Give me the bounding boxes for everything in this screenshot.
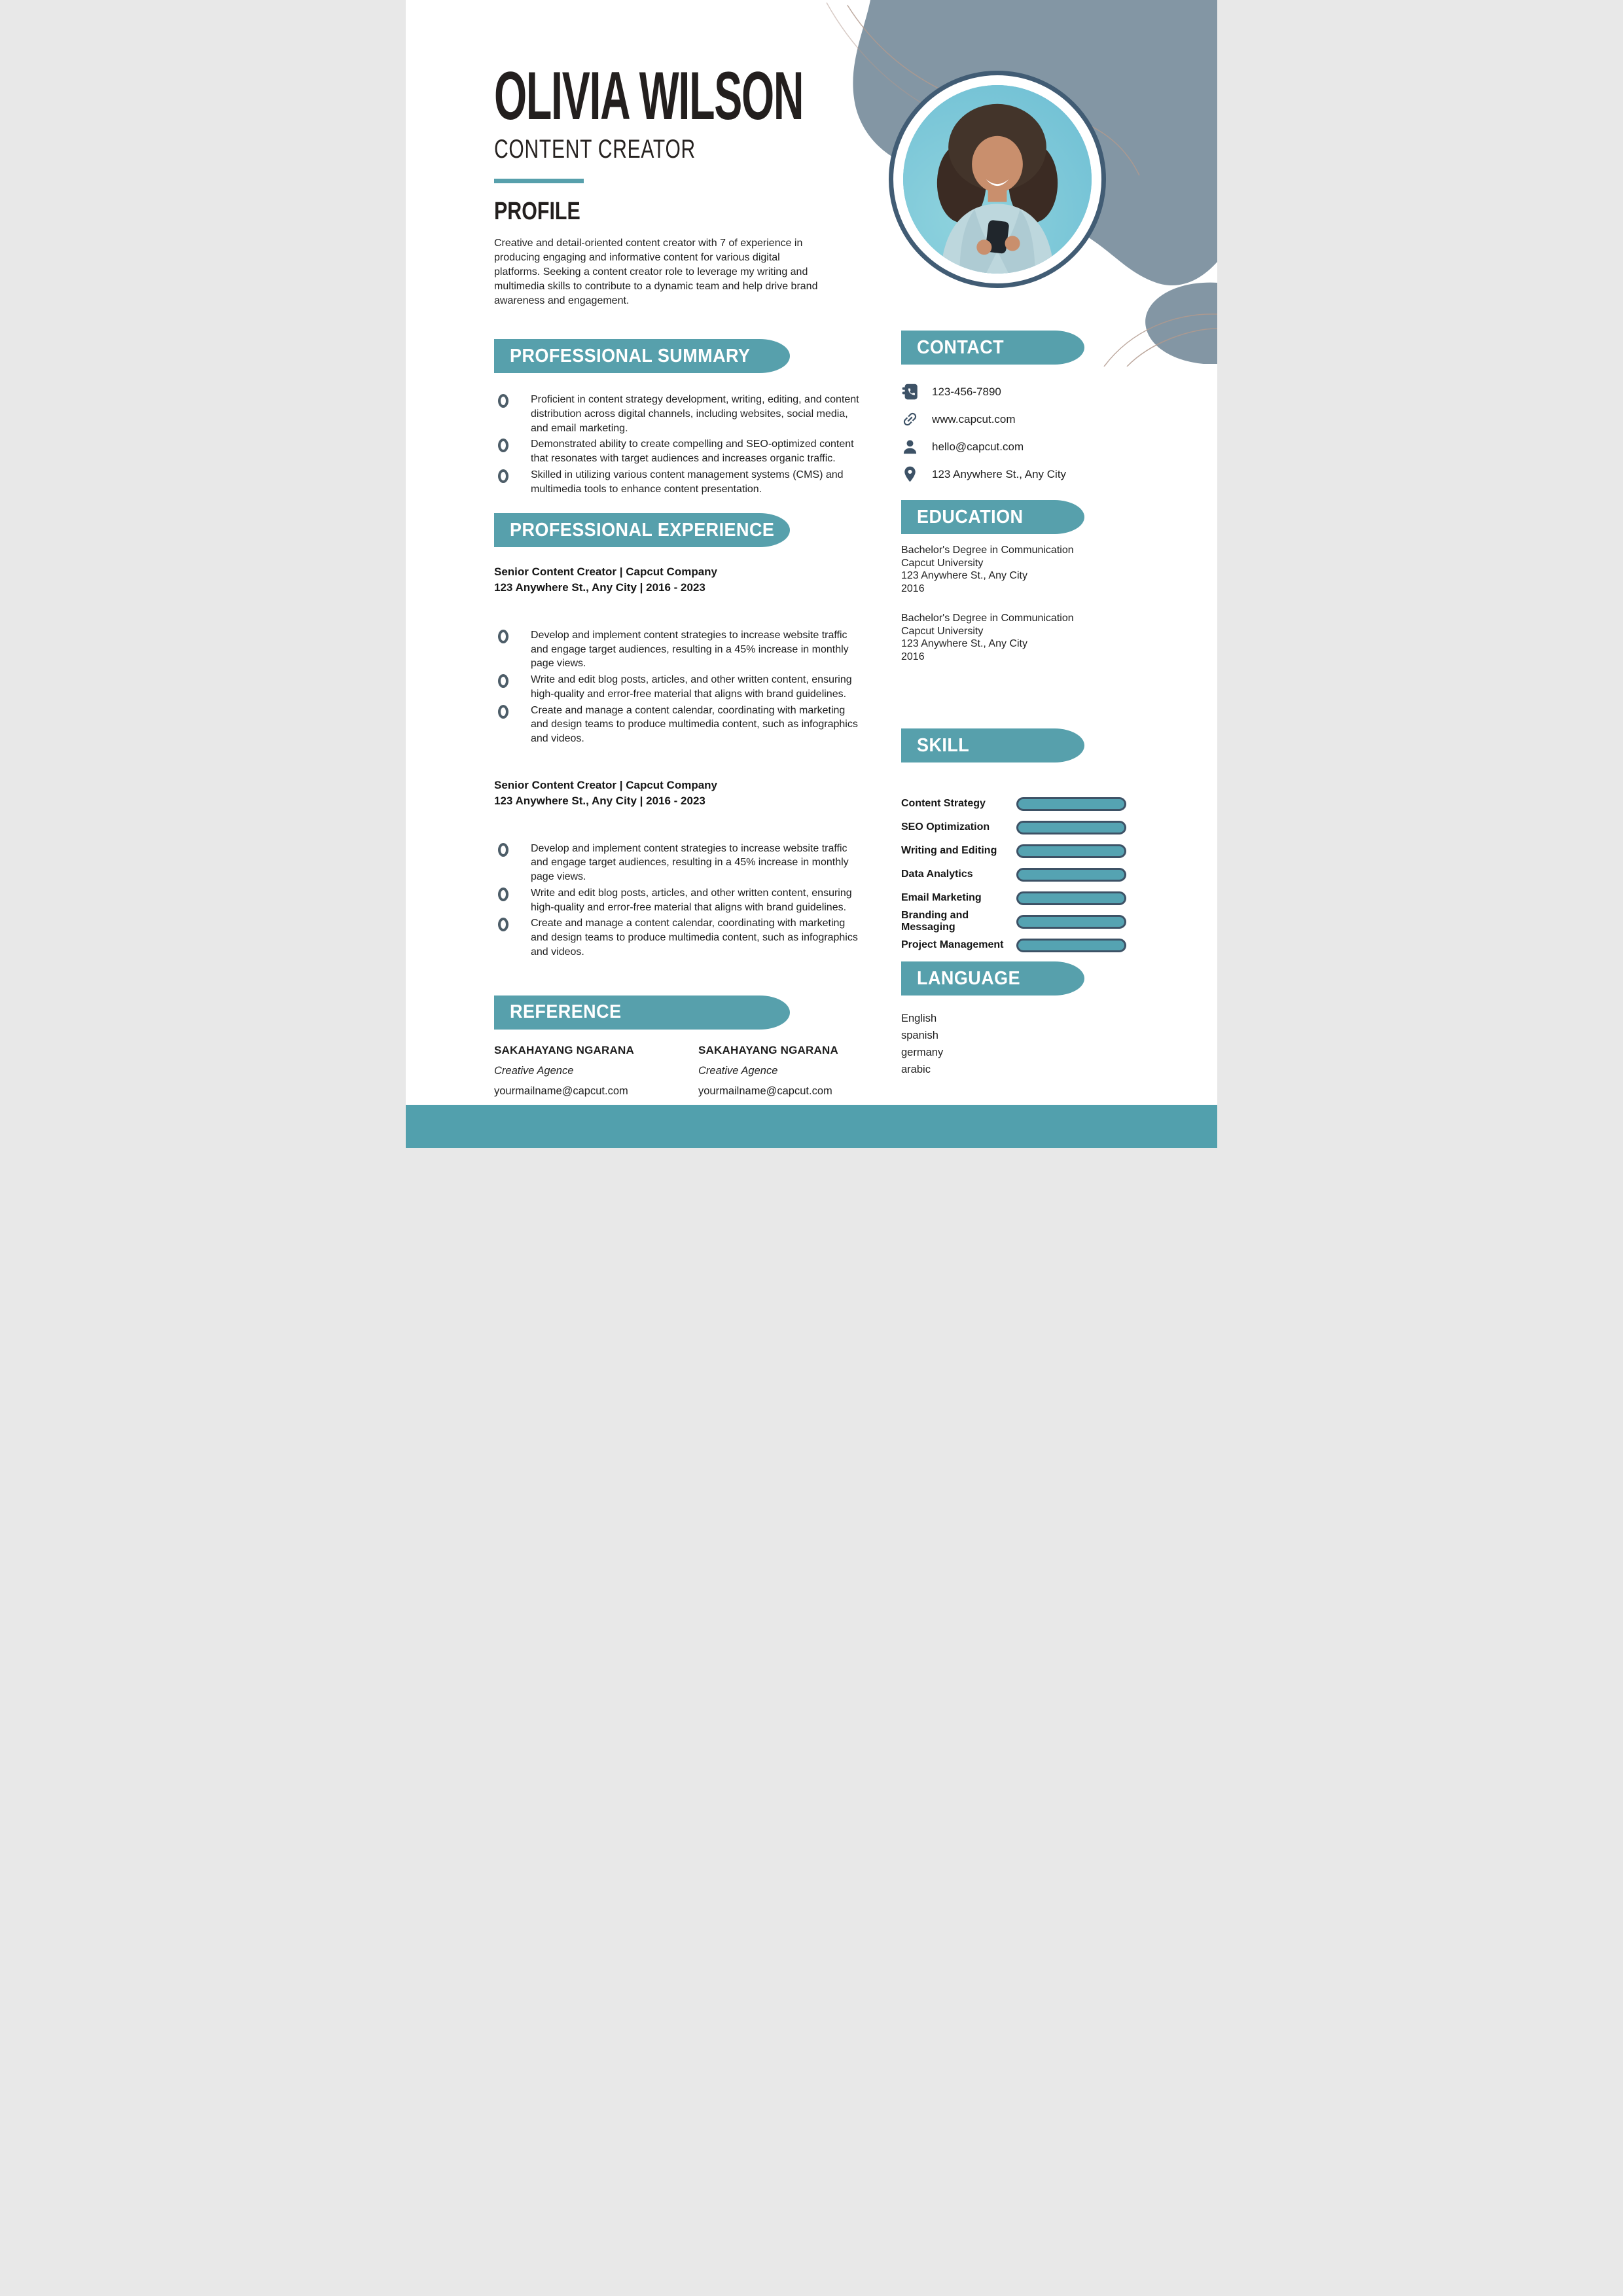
bullet-ring-icon <box>498 630 508 643</box>
bullet-ring-icon <box>498 394 508 408</box>
skill-bar <box>1016 844 1126 858</box>
skill-bar <box>1016 797 1126 811</box>
language-item: spanish <box>901 1030 938 1042</box>
professional-summary-heading: PROFESSIONAL SUMMARY <box>510 345 751 367</box>
contact-item-website <box>901 410 1128 429</box>
list-item: Write and edit blog posts, articles, and other written content, ensuring high-quality and error-free material that aligns with brand guidelines. <box>498 673 887 702</box>
job-meta: 123 Anywhere St., Any City | 2016 - 2023 <box>494 581 705 594</box>
skill-row <box>901 820 1128 834</box>
professional-experience-banner <box>494 513 790 547</box>
language-item: germany <box>901 1047 944 1059</box>
profile-heading: PROFILE <box>494 197 580 225</box>
education-heading: EDUCATION <box>917 506 1024 528</box>
list-item: Proficient in content strategy development, writing, editing, and content distribution across digital channels, including websites, social media, and email marketing. <box>498 393 887 435</box>
skill-label: Content Strategy <box>901 798 986 810</box>
language-banner <box>901 961 1084 996</box>
contact-phone-text: 123-456-7890 <box>932 385 1001 398</box>
reference-list <box>494 1044 887 1098</box>
contact-item-phone <box>901 382 1128 401</box>
professional-experience-heading: PROFESSIONAL EXPERIENCE <box>510 519 775 541</box>
skill-list <box>901 797 1128 952</box>
contact-address-text: 123 Anywhere St., Any City <box>932 467 1067 480</box>
list-item: Create and manage a content calendar, coordinating with marketing and design teams to produce multimedia content, such as infographics and videos. <box>498 704 887 746</box>
skill-row <box>901 910 1128 933</box>
skill-bar <box>1016 915 1126 929</box>
contact-heading: CONTACT <box>917 336 1005 358</box>
job-title: Senior Content Creator | Capcut Company <box>494 778 718 791</box>
language-item: English <box>901 1013 937 1025</box>
education-year: 2016 <box>901 583 925 594</box>
education-degree: Bachelor's Degree in Communication <box>901 545 1074 556</box>
skill-row <box>901 797 1128 811</box>
link-icon <box>901 410 919 428</box>
experience-entry <box>494 564 887 746</box>
skill-bar <box>1016 891 1126 905</box>
reference-heading: REFERENCE <box>510 1001 622 1022</box>
education-school: Capcut University <box>901 557 984 569</box>
blob-lower-lobe <box>1145 283 1217 364</box>
skill-row <box>901 891 1128 905</box>
list-item: Develop and implement content strategies to increase website traffic and engage target audiences, resulting in a 45% increase in monthly page views. <box>498 842 887 884</box>
language-list <box>901 1010 1128 1078</box>
reference-entry <box>698 1044 887 1098</box>
list-item: Demonstrated ability to create compelling and SEO-optimized content that resonates with target audiences and increases organic traffic. <box>498 437 887 466</box>
bullet-ring-icon <box>498 469 508 483</box>
list-item: Write and edit blog posts, articles, and other written content, ensuring high-quality and error-free material that aligns with brand guidelines. <box>498 886 887 915</box>
contact-website-text: www.capcut.com <box>932 412 1016 425</box>
job-bullet-list <box>494 628 887 746</box>
person-job-title: CONTENT CREATOR <box>494 134 696 164</box>
person-name: OLIVIA WILSON <box>494 58 804 134</box>
skill-heading: SKILL <box>917 734 970 756</box>
skill-label: Writing and Editing <box>901 845 997 857</box>
skill-row <box>901 844 1128 858</box>
skill-label: Project Management <box>901 939 1004 951</box>
skill-bar <box>1016 821 1126 834</box>
skill-label: SEO Optimization <box>901 821 990 833</box>
profile-text: Creative and detail-oriented content creator with 7 of experience in producing engaging and informative content for various digital platforms. Seeking a content creator role to leverage my writing and multimedia skills to contribute to a dynamic team and help drive brand awareness and engagement. <box>494 237 818 306</box>
reference-entry <box>494 1044 683 1098</box>
bullet-ring-icon <box>498 918 508 931</box>
list-item: Create and manage a content calendar, coordinating with marketing and design teams to produce multimedia content, such as infographics and videos. <box>498 916 887 959</box>
education-address: 123 Anywhere St., Any City <box>901 638 1027 650</box>
list-item: Skilled in utilizing various content management systems (CMS) and multimedia tools to enhance content presentation. <box>498 468 887 497</box>
bullet-ring-icon <box>498 705 508 719</box>
reference-name: SAKAHAYANG NGARANA <box>698 1043 838 1056</box>
phone-icon <box>901 383 919 401</box>
education-banner <box>901 500 1084 534</box>
skill-row <box>901 938 1128 952</box>
contact-list <box>901 382 1128 484</box>
accent-rule <box>494 179 584 183</box>
resume-page <box>406 0 1217 1148</box>
skill-label: Data Analytics <box>901 869 973 880</box>
language-heading: LANGUAGE <box>917 967 1021 989</box>
reference-email: yourmailname@capcut.com <box>698 1085 832 1097</box>
professional-summary-list <box>494 393 887 496</box>
skill-banner <box>901 728 1084 762</box>
reference-banner <box>494 996 790 1030</box>
footer-accent-bar <box>406 1105 1217 1148</box>
education-entry <box>901 612 1128 663</box>
job-meta: 123 Anywhere St., Any City | 2016 - 2023 <box>494 794 705 807</box>
education-year: 2016 <box>901 651 925 662</box>
reference-company: Creative Agence <box>698 1064 778 1077</box>
contact-item-address <box>901 465 1128 484</box>
job-title: Senior Content Creator | Capcut Company <box>494 565 718 579</box>
bullet-ring-icon <box>498 439 508 452</box>
professional-summary-banner <box>494 339 790 373</box>
contact-banner <box>901 331 1084 365</box>
skill-bar <box>1016 868 1126 882</box>
person-icon <box>901 438 919 456</box>
job-bullet-list <box>494 842 887 960</box>
skill-bar <box>1016 939 1126 952</box>
education-school: Capcut University <box>901 625 984 637</box>
experience-entry <box>494 778 887 960</box>
education-degree: Bachelor's Degree in Communication <box>901 613 1074 624</box>
reference-email: yourmailname@capcut.com <box>494 1085 628 1097</box>
education-address: 123 Anywhere St., Any City <box>901 570 1027 582</box>
bullet-ring-icon <box>498 674 508 688</box>
reference-name: SAKAHAYANG NGARANA <box>494 1043 634 1056</box>
contact-email-text: hello@capcut.com <box>932 440 1024 453</box>
education-entry <box>901 544 1128 595</box>
skill-row <box>901 867 1128 882</box>
language-item: arabic <box>901 1064 931 1076</box>
skill-label: Email Marketing <box>901 892 982 904</box>
list-item: Develop and implement content strategies to increase website traffic and engage target audiences, resulting in a 45% increase in monthly page views. <box>498 628 887 671</box>
skill-label: Branding and Messaging <box>901 910 969 933</box>
contact-item-email <box>901 437 1128 456</box>
bullet-ring-icon <box>498 843 508 857</box>
location-pin-icon <box>901 465 919 483</box>
bullet-ring-icon <box>498 888 508 901</box>
reference-company: Creative Agence <box>494 1064 574 1077</box>
